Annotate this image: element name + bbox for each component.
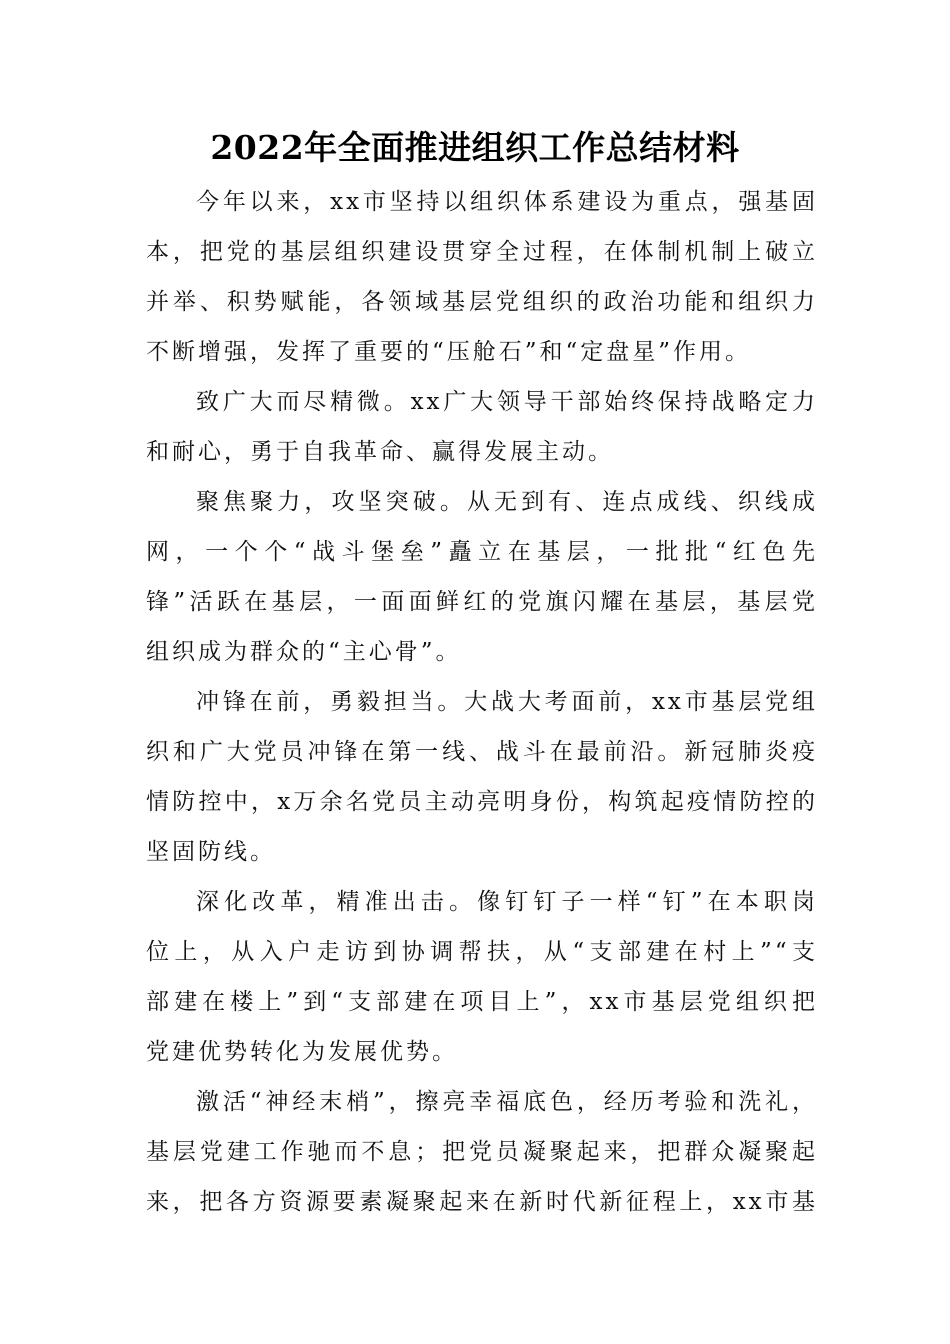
text-line: 情防控中，x万余名党员主动亮明身份，构筑起疫情防控的 bbox=[146, 789, 818, 815]
paragraph bbox=[146, 677, 818, 877]
text-line: 本，把党的基层组织建设贯穿全过程，在体制机制上破立 bbox=[146, 239, 818, 265]
document-title: 2022年全面推进组织工作总结材料 bbox=[210, 128, 740, 167]
text-line: 冲锋在前，勇毅担当。大战大考面前，xx市基层党组 bbox=[196, 689, 818, 715]
paragraph bbox=[146, 1077, 818, 1227]
text-line: 坚固防线。 bbox=[146, 839, 276, 865]
text-line: 网，一个个“战斗堡垒”矗立在基层，一批批“红色先 bbox=[146, 539, 818, 565]
text-line: 部建在楼上”到“支部建在项目上”，xx市基层党组织把 bbox=[146, 989, 818, 1015]
paragraph bbox=[146, 877, 818, 1077]
text-line: 不断增强，发挥了重要的“压舱石”和“定盘星”作用。 bbox=[146, 339, 752, 365]
paragraph bbox=[146, 377, 818, 477]
text-line: 深化改革，精准出击。像钉钉子一样“钉”在本职岗 bbox=[196, 889, 818, 915]
text-line: 和耐心，勇于自我革命、赢得发展主动。 bbox=[146, 439, 614, 465]
paragraph bbox=[146, 177, 818, 377]
document-body bbox=[146, 177, 818, 1227]
text-line: 来，把各方资源要素凝聚起来在新时代新征程上，xx市基 bbox=[146, 1189, 818, 1215]
text-line: 并举、积势赋能，各领域基层党组织的政治功能和组织力 bbox=[146, 289, 818, 315]
text-line: 锋”活跃在基层，一面面鲜红的党旗闪耀在基层，基层党 bbox=[146, 589, 818, 615]
text-line: 基层党建工作驰而不息；把党员凝聚起来，把群众凝聚起 bbox=[146, 1139, 818, 1165]
text-line: 聚焦聚力，攻坚突破。从无到有、连点成线、织线成 bbox=[196, 489, 818, 515]
text-line: 致广大而尽精微。xx广大领导干部始终保持战略定力 bbox=[196, 389, 818, 415]
paragraph bbox=[146, 477, 818, 677]
text-line: 党建优势转化为发展优势。 bbox=[146, 1039, 458, 1065]
text-line: 织和广大党员冲锋在第一线、战斗在最前沿。新冠肺炎疫 bbox=[146, 739, 818, 765]
text-line: 今年以来，xx市坚持以组织体系建设为重点，强基固 bbox=[196, 189, 818, 215]
text-line: 激活“神经末梢”，擦亮幸福底色，经历考验和洗礼， bbox=[196, 1089, 818, 1115]
text-line: 位上，从入户走访到协调帮扶，从“支部建在村上”“支 bbox=[146, 939, 818, 965]
text-line: 组织成为群众的“主心骨”。 bbox=[146, 639, 462, 665]
